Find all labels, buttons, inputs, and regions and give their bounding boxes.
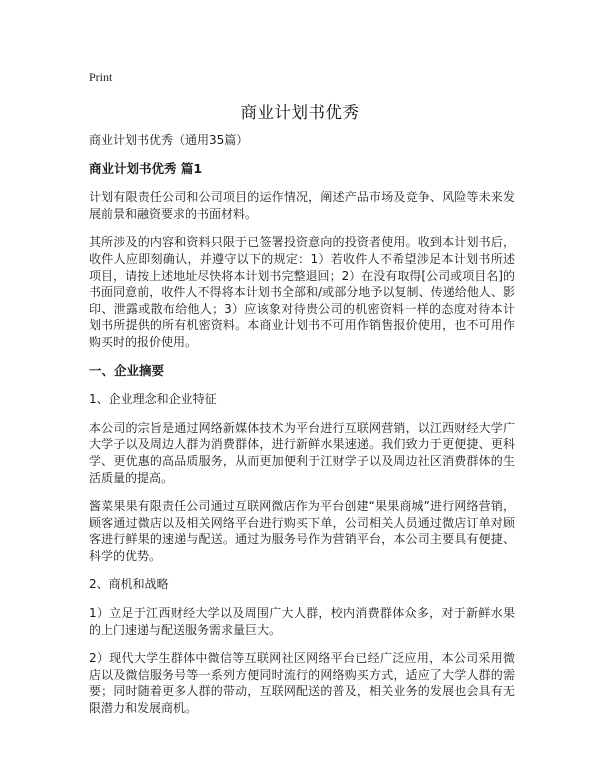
paragraph-company: 酱菜果果有限责任公司通过互联网微店作为平台创建“果果商城”进行网络营销，顾客通过微店以及相关网络平台进行购买下单，公司相关人员通过微店订单对顾客进行鲜果的速递与配送。通过为服务号作为营销平台，本公司主要具有便捷、科学的优势。 [89,499,515,563]
page-title: 商业计划书优秀 [240,103,360,122]
part-heading-summary: 一、企业摘要 [89,362,165,378]
paragraph-mission: 本公司的宗旨是通过网络新媒体技术为平台进行互联网营销，以江西财经大学广大学子以及周边人群为消费群体，进行新鲜水果速递。我们致力于更便捷、更科学、更优惠的高品质服务，从而更加便利于江财学子以及周边社区消费群体的生活质量的提高。 [89,420,515,485]
sub-heading-philosophy: 1、企业理念和企业特征 [89,392,217,407]
paragraph-strategy-2: 2）现代大学生群体中微信等互联网社区网络平台已经广泛应用，本公司采用微店以及微信服务号等一系列方便同时流行的网络购买方式，适应了大学人群的需要；同时随着更多人群的带动，互联网配送的普及，相关业务的发展也会具有无限潜力和发展商机。 [89,651,515,716]
sub-heading-strategy: 2、商机和战略 [89,577,169,592]
section-heading: 商业计划书优秀 篇1 [89,160,203,176]
document-subtitle: 商业计划书优秀（通用35篇） [89,133,249,147]
document-body [89,132,515,729]
paragraph-intro: 计划有限责任公司和公司项目的运作情况，阐述产品市场及竞争、风险等未来发展前景和融资要求的书面材料。 [89,190,515,221]
print-link[interactable]: Print [89,70,113,84]
paragraph-confidentiality: 其所涉及的内容和资料只限于已签署投资意向的投资者使用。收到本计划书后，收件人应即刻确认，并遵守以下的规定：1）若收件人不希望涉足本计划书所述项目，请按上述地址尽快将本计划书完整退回；2）在没有取得[公司或项目名]的书面同意前，收件人不得将本计划书全部和/或部分地予以复制、传递给他人、影印、泄露或散布给他人；3）应该象对待贵公司的机密资料一样的态度对待本计划书所提供的所有机密资料。本商业计划书不可用作销售报价使用，也不可用作购买时的报价使用。 [89,235,515,349]
paragraph-strategy-1: 1）立足于江西财经大学以及周围广大人群，校内消费群体众多，对于新鲜水果的上门速递与配送服务需求量巨大。 [89,606,515,637]
